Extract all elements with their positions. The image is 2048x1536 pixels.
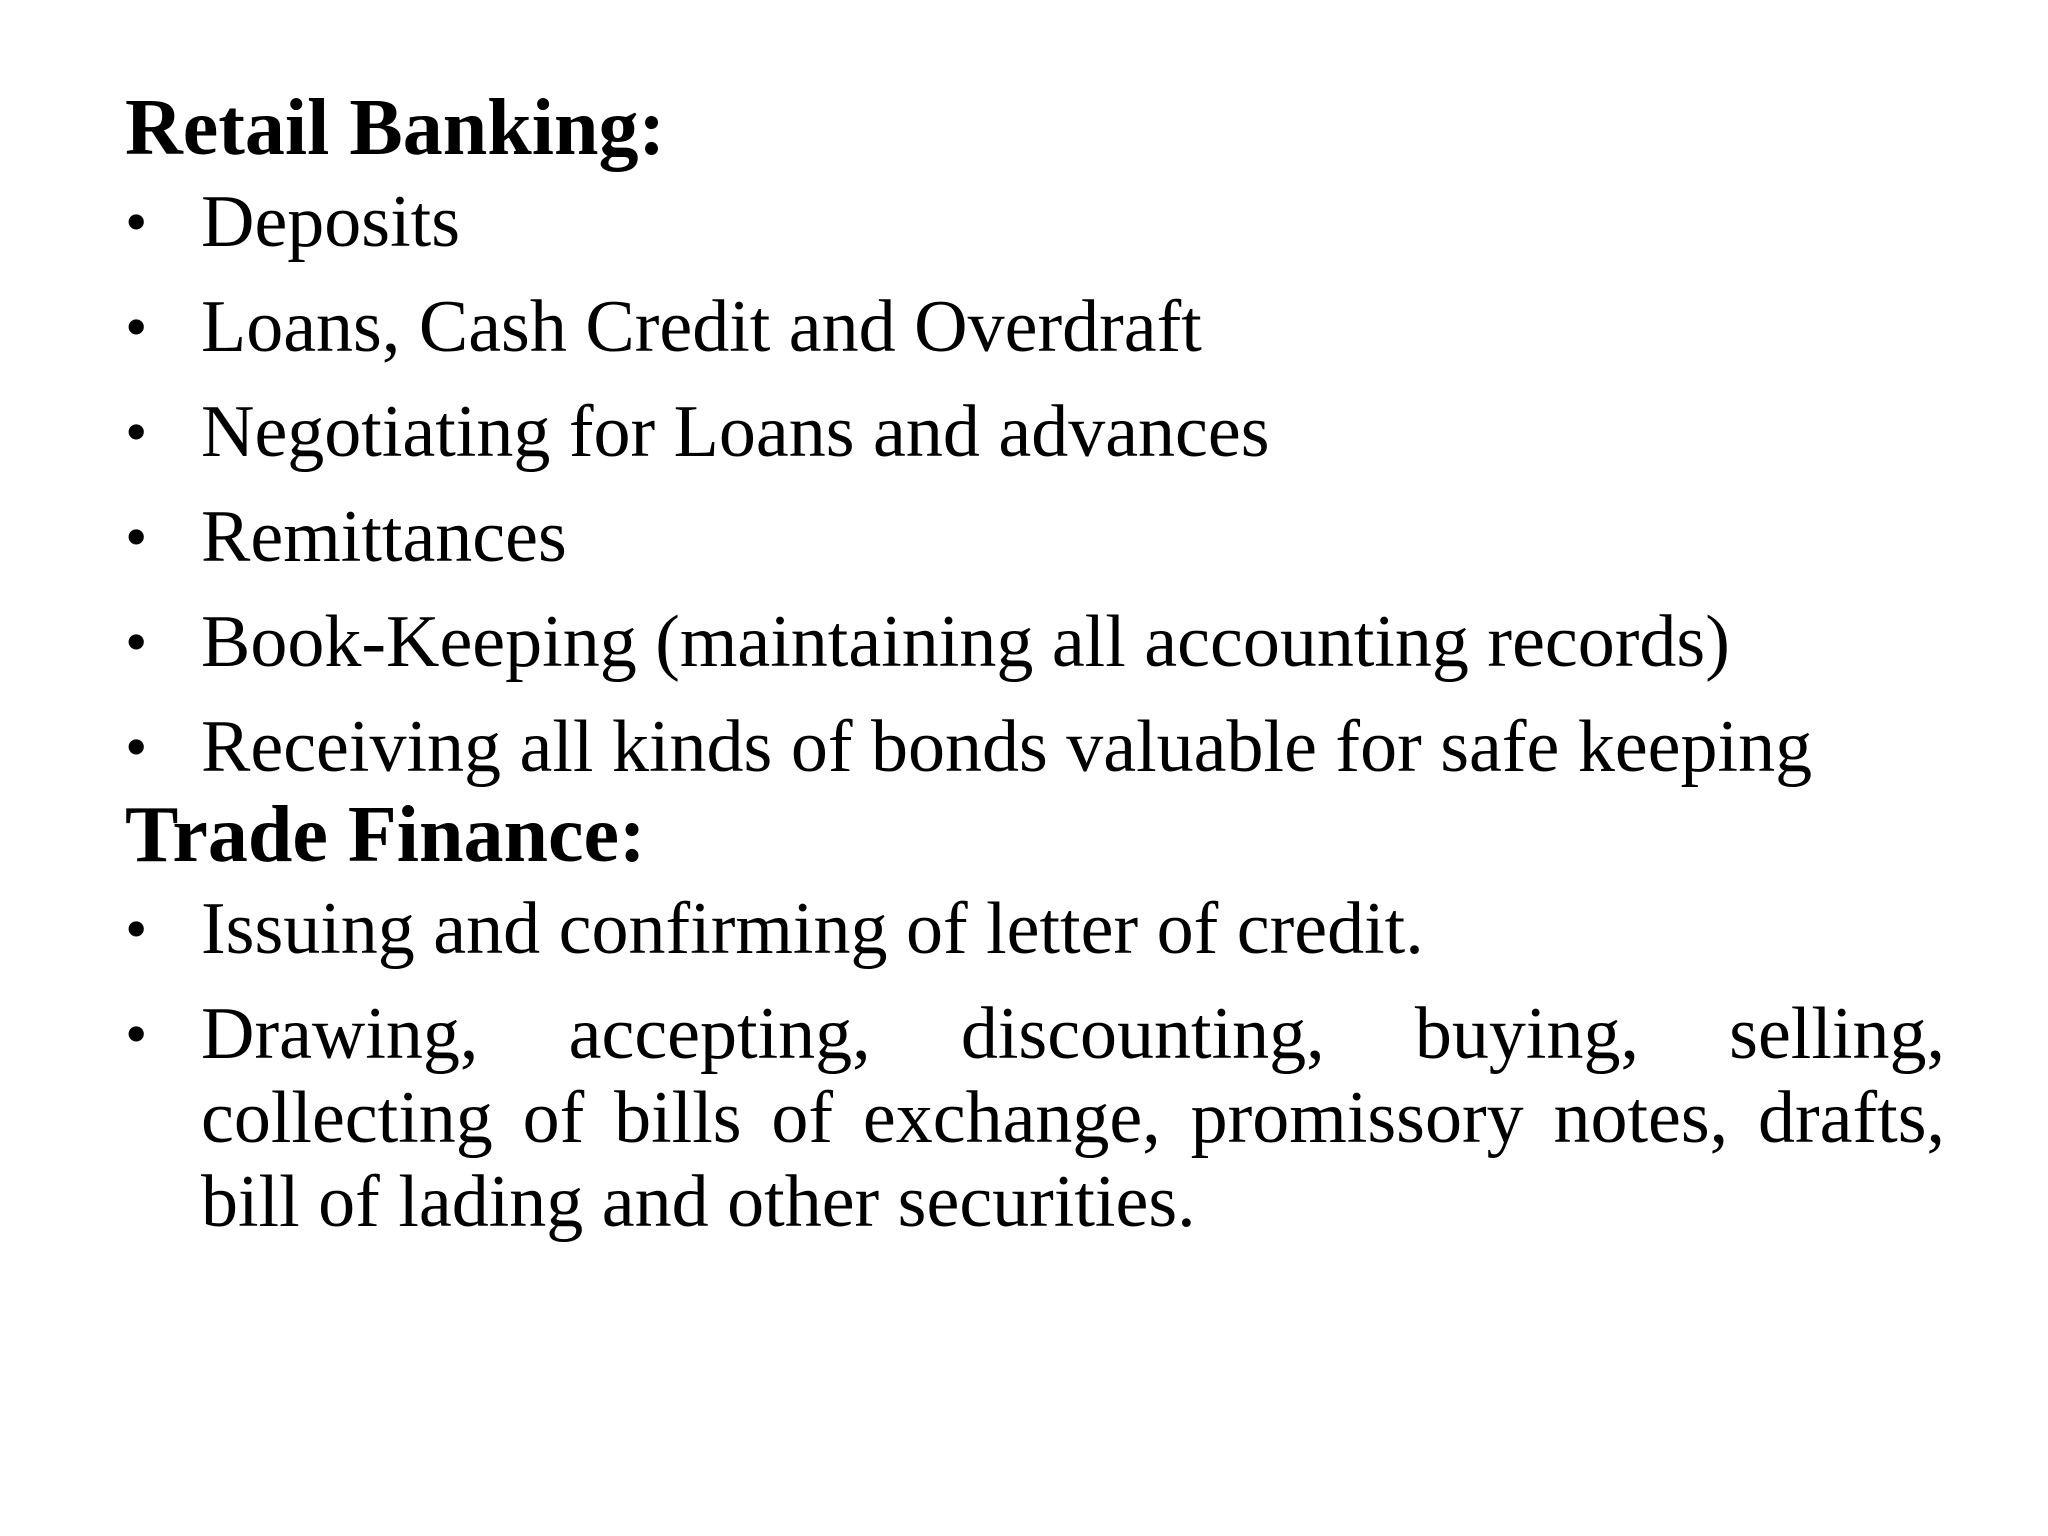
list-item-text: Negotiating for Loans and advances (201, 391, 1270, 473)
list-item-text: Book-Keeping (maintaining all accounting records) (201, 601, 1730, 683)
list-item-text: Issuing and confirming of letter of credit. (201, 888, 1424, 970)
bullet-icon: • (125, 186, 148, 257)
bullet-icon: • (125, 711, 148, 782)
section-heading-trade-finance: Trade Finance: (125, 791, 646, 879)
bullet-icon: • (125, 893, 148, 964)
list-item (125, 600, 1945, 684)
slide-content (125, 82, 1945, 1244)
list-item (125, 390, 1945, 474)
list-item (125, 992, 1945, 1244)
list-item (125, 705, 1945, 789)
list-item (125, 180, 1945, 264)
section-heading-retail-banking: Retail Banking: (125, 84, 666, 172)
bullet-icon: • (125, 998, 148, 1069)
trade-finance-list (125, 887, 1945, 1244)
bullet-icon: • (125, 291, 148, 362)
list-item (125, 285, 1945, 369)
list-item-text: Deposits (201, 181, 460, 263)
list-item-text: Receiving all kinds of bonds valuable for safe keeping (201, 706, 1813, 788)
bullet-icon: • (125, 606, 148, 677)
bullet-icon: • (125, 501, 148, 572)
retail-banking-list (125, 180, 1945, 789)
bullet-icon: • (125, 396, 148, 467)
list-item-text: Remittances (201, 496, 567, 578)
list-item-text: Drawing, accepting, discounting, buying, selling, collecting of bills of exchange, promissory notes, drafts, bill of lading and other securities. (201, 993, 1945, 1243)
list-item-text: Loans, Cash Credit and Overdraft (201, 286, 1202, 368)
list-item (125, 495, 1945, 579)
list-item (125, 887, 1945, 971)
